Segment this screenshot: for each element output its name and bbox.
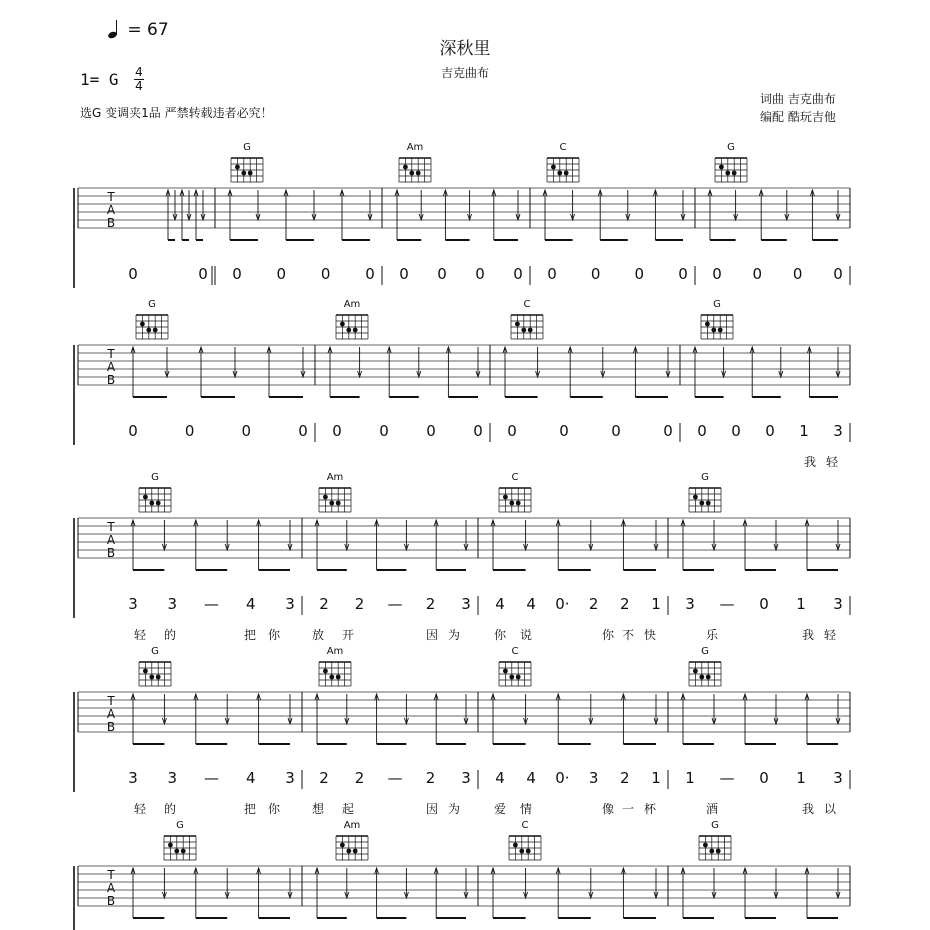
chord-finger-dot [340,322,345,327]
jianpu-note: 3 [461,769,471,787]
chord-name: G [711,820,719,831]
jianpu-note: 2 [620,769,630,787]
song-artist: 吉克曲布 [440,66,489,80]
credits: 词曲 吉克曲布 编配 酷玩吉他 [760,92,836,124]
jianpu-note: — [204,769,219,787]
tab-clef-letter: B [106,894,116,908]
lyric-char: 乐 [705,628,718,642]
chord-finger-dot [718,328,723,333]
chord-finger-dot [140,322,145,327]
jianpu-note: 1 [685,769,695,787]
lyric-char: 把 [243,802,256,816]
lyric-char: 想 [311,802,324,816]
lyric-char: 因 [425,628,438,642]
chord-finger-dot [409,171,414,176]
jianpu-note: 0 [678,265,688,283]
jianpu-note: 3 [833,422,843,440]
jianpu-note: 0 [759,769,769,787]
tab-clef-letter: B [106,546,116,560]
jianpu-note: 1 [799,422,809,440]
chord-finger-dot [703,843,708,848]
jianpu-note: 4 [245,769,256,787]
jianpu-note: 3 [833,769,843,787]
lyric-char: 轻 [133,628,146,642]
tab-clef-letter: A [106,881,116,895]
jianpu-note: 0 [320,265,331,283]
chord-finger-dot [528,328,533,333]
jianpu-note: — [719,769,735,787]
chord-finger-dot [336,501,341,506]
chord-finger-dot [329,501,334,506]
chord-finger-dot [709,849,714,854]
jianpu-note: 0 [663,422,673,440]
jianpu-note: 0 [559,422,569,440]
jianpu-note: — [387,595,403,613]
lyric-char: 快 [643,628,656,642]
chord-finger-dot [716,849,721,854]
chord-finger-dot [241,171,246,176]
lyric-char: 爱 [493,802,506,816]
chord-finger-dot [503,495,508,500]
chord-finger-dot [323,495,328,500]
chord-finger-dot [336,675,341,680]
jianpu-note: 0 [590,265,601,283]
chord-finger-dot [353,849,358,854]
tab-clef-letter: T [107,347,115,361]
lyric-char: 我 [801,802,814,816]
jianpu-note: 3 [833,595,843,613]
chord-finger-dot [174,849,179,854]
chord-finger-dot [711,328,716,333]
chord-finger-dot [693,669,698,674]
jianpu-note: 0 [365,265,375,283]
chord-finger-dot [551,165,556,170]
chord-name: Am [406,142,424,153]
chord-finger-dot [168,843,173,848]
jianpu-note: 0 [332,422,342,440]
jianpu-note: — [719,595,735,613]
jianpu-note: 0 [276,265,287,283]
jianpu-note: 3 [461,595,471,613]
jianpu-note: 1 [796,595,806,613]
lyric-char: 把 [243,628,256,642]
chord-finger-dot [557,171,562,176]
lyric-char: 因 [425,802,438,816]
chord-finger-dot [153,328,158,333]
jianpu-note: 0 [473,422,483,440]
chord-finger-dot [515,322,520,327]
lyric-char: 你 [601,628,614,642]
jianpu-note: 0 [507,422,517,440]
lyric-char: 的 [163,802,176,816]
chord-name: Am [326,646,344,657]
jianpu-note: 2 [319,595,329,613]
lyric-char: 杯 [643,802,656,816]
chord-finger-dot [705,322,710,327]
lyric-char: 为 [447,628,460,642]
chord-finger-dot [719,165,724,170]
tab-clef-letter: B [106,720,116,734]
chord-name: G [151,472,159,483]
jianpu-note: 3 [167,769,178,787]
chord-finger-dot [699,501,704,506]
jianpu-note: 4 [495,595,505,613]
jianpu-note: 1 [651,595,661,613]
jianpu-note: 0 [547,265,557,283]
jianpu-note: 0 [128,422,138,440]
time-signature: 4 4 [135,65,143,93]
tab-clef-letter: A [106,707,116,721]
lyric-char: 放 [311,628,324,642]
chord-finger-dot [725,171,730,176]
jianpu-note: 0· [555,769,570,787]
chord-name: G [151,646,159,657]
chord-finger-dot [519,849,524,854]
chord-name: Am [326,472,344,483]
chord-finger-dot [509,675,514,680]
chord-finger-dot [403,165,408,170]
jianpu-note: 0 [128,265,138,283]
jianpu-note: 0 [184,422,195,440]
chord-finger-dot [340,843,345,848]
jianpu-note: 0 [634,265,645,283]
chord-finger-dot [146,328,151,333]
chord-finger-dot [513,843,518,848]
jianpu-note: 0 [298,422,308,440]
jianpu-note: 0 [731,422,741,440]
jianpu-note: 0 [765,422,775,440]
lyric-char: 轻 [825,455,838,469]
chord-finger-dot [526,849,531,854]
chord-finger-dot [699,675,704,680]
chord-name: G [148,299,156,310]
chord-finger-dot [346,849,351,854]
jianpu-note: 1 [651,769,661,787]
tab-clef-letter: B [106,373,116,387]
tab-clef-letter: T [107,520,115,534]
lyric-char: 我 [801,628,814,642]
jianpu-note: 3 [588,769,599,787]
jianpu-note: 3 [285,769,295,787]
chord-name: Am [343,299,361,310]
chord-name: Am [343,820,361,831]
tab-clef-letter: T [107,190,115,204]
jianpu-note: 4 [526,769,536,787]
jianpu-note: 0 [712,265,722,283]
lyric-char: 轻 [133,802,146,816]
chord-name: C [521,820,529,831]
jianpu-note: 2 [588,595,599,613]
chord-finger-dot [521,328,526,333]
jianpu-note: 0 [475,265,485,283]
jianpu-note: 0 [379,422,389,440]
lyric-char: 一 [621,802,634,816]
jianpu-note: 3 [167,595,178,613]
tab-clef-letter: A [106,533,116,547]
chord-finger-dot [416,171,421,176]
jianpu-note: 0 [752,265,763,283]
jianpu-note: 4 [245,595,256,613]
jianpu-note: — [204,595,219,613]
jianpu-note: 0 [611,422,621,440]
chord-finger-dot [353,328,358,333]
lyric-char: 起 [341,802,354,816]
lyric-char: 你 [267,628,280,642]
lyric-char: 的 [163,628,176,642]
jianpu-note: 0 [426,422,436,440]
jianpu-note: 0· [555,595,570,613]
chord-name: G [713,299,721,310]
chord-name: G [701,646,709,657]
chord-name: C [559,142,567,153]
tab-clef-letter: T [107,694,115,708]
chord-finger-dot [329,675,334,680]
jianpu-note: 3 [128,769,138,787]
jianpu-note: 0 [437,265,447,283]
jianpu-note: 2 [319,769,329,787]
lyric-char: 开 [341,628,354,642]
chord-finger-dot [149,501,154,506]
chord-finger-dot [516,675,521,680]
jianpu-note: 2 [425,595,436,613]
jianpu-note: 0 [513,265,523,283]
lyric-char: 像 [601,802,614,816]
lyric-char: 不 [621,628,634,642]
chord-finger-dot [156,501,161,506]
jianpu-note: 2 [354,595,365,613]
chord-finger-dot [346,328,351,333]
lyric-char: 酒 [705,802,718,816]
lyric-char: 为 [447,802,460,816]
chord-finger-dot [564,171,569,176]
tab-clef-letter: T [107,868,115,882]
chord-finger-dot [516,501,521,506]
chord-name: C [523,299,531,310]
jianpu-note: 0 [232,265,242,283]
jianpu-note: — [387,769,403,787]
jianpu-note: 3 [128,595,138,613]
chord-finger-dot [706,675,711,680]
jianpu-note: 1 [796,769,806,787]
jianpu-note: 0 [833,265,843,283]
tab-clef-letter: B [106,216,116,230]
lyric-char: 说 [519,628,532,642]
chord-name: G [176,820,184,831]
song-title: 深秋里 [439,39,491,59]
chord-finger-dot [156,675,161,680]
chord-name: C [511,646,519,657]
jianpu-note: 0 [399,265,409,283]
jianpu-note: 0 [792,265,803,283]
jianpu-note: 2 [620,595,630,613]
jianpu-note: 0 [697,422,707,440]
lyric-char: 我 [803,455,816,469]
chord-finger-dot [732,171,737,176]
chord-name: G [701,472,709,483]
lyric-char: 你 [267,802,280,816]
chord-finger-dot [149,675,154,680]
chord-finger-dot [323,669,328,674]
tempo-marking: = 67 [108,20,169,40]
chord-finger-dot [181,849,186,854]
jianpu-note: 3 [685,595,695,613]
tab-clef-letter: A [106,360,116,374]
chord-name: G [243,142,251,153]
chord-finger-dot [248,171,253,176]
lyric-char: 轻 [823,628,836,642]
chord-finger-dot [509,501,514,506]
capo-note: 选G 变调夹1品 严禁转载违者必究！ [80,106,273,120]
lyric-char: 情 [519,802,532,816]
chord-finger-dot [706,501,711,506]
jianpu-note: 2 [425,769,436,787]
key-signature: 1= G [80,70,119,89]
jianpu-note: 0 [198,265,208,283]
jianpu-note: 0 [759,595,769,613]
lyric-char: 你 [493,628,506,642]
chord-finger-dot [143,495,148,500]
jianpu-note: 4 [495,769,505,787]
chord-name: G [727,142,735,153]
tab-clef-letter: A [106,203,116,217]
chord-finger-dot [235,165,240,170]
jianpu-note: 3 [285,595,295,613]
jianpu-note: 2 [354,769,365,787]
chord-finger-dot [693,495,698,500]
chord-finger-dot [503,669,508,674]
chord-name: C [511,472,519,483]
chord-finger-dot [143,669,148,674]
jianpu-note: 4 [526,595,536,613]
jianpu-note: 0 [241,422,252,440]
lyric-char: 以 [823,802,836,816]
